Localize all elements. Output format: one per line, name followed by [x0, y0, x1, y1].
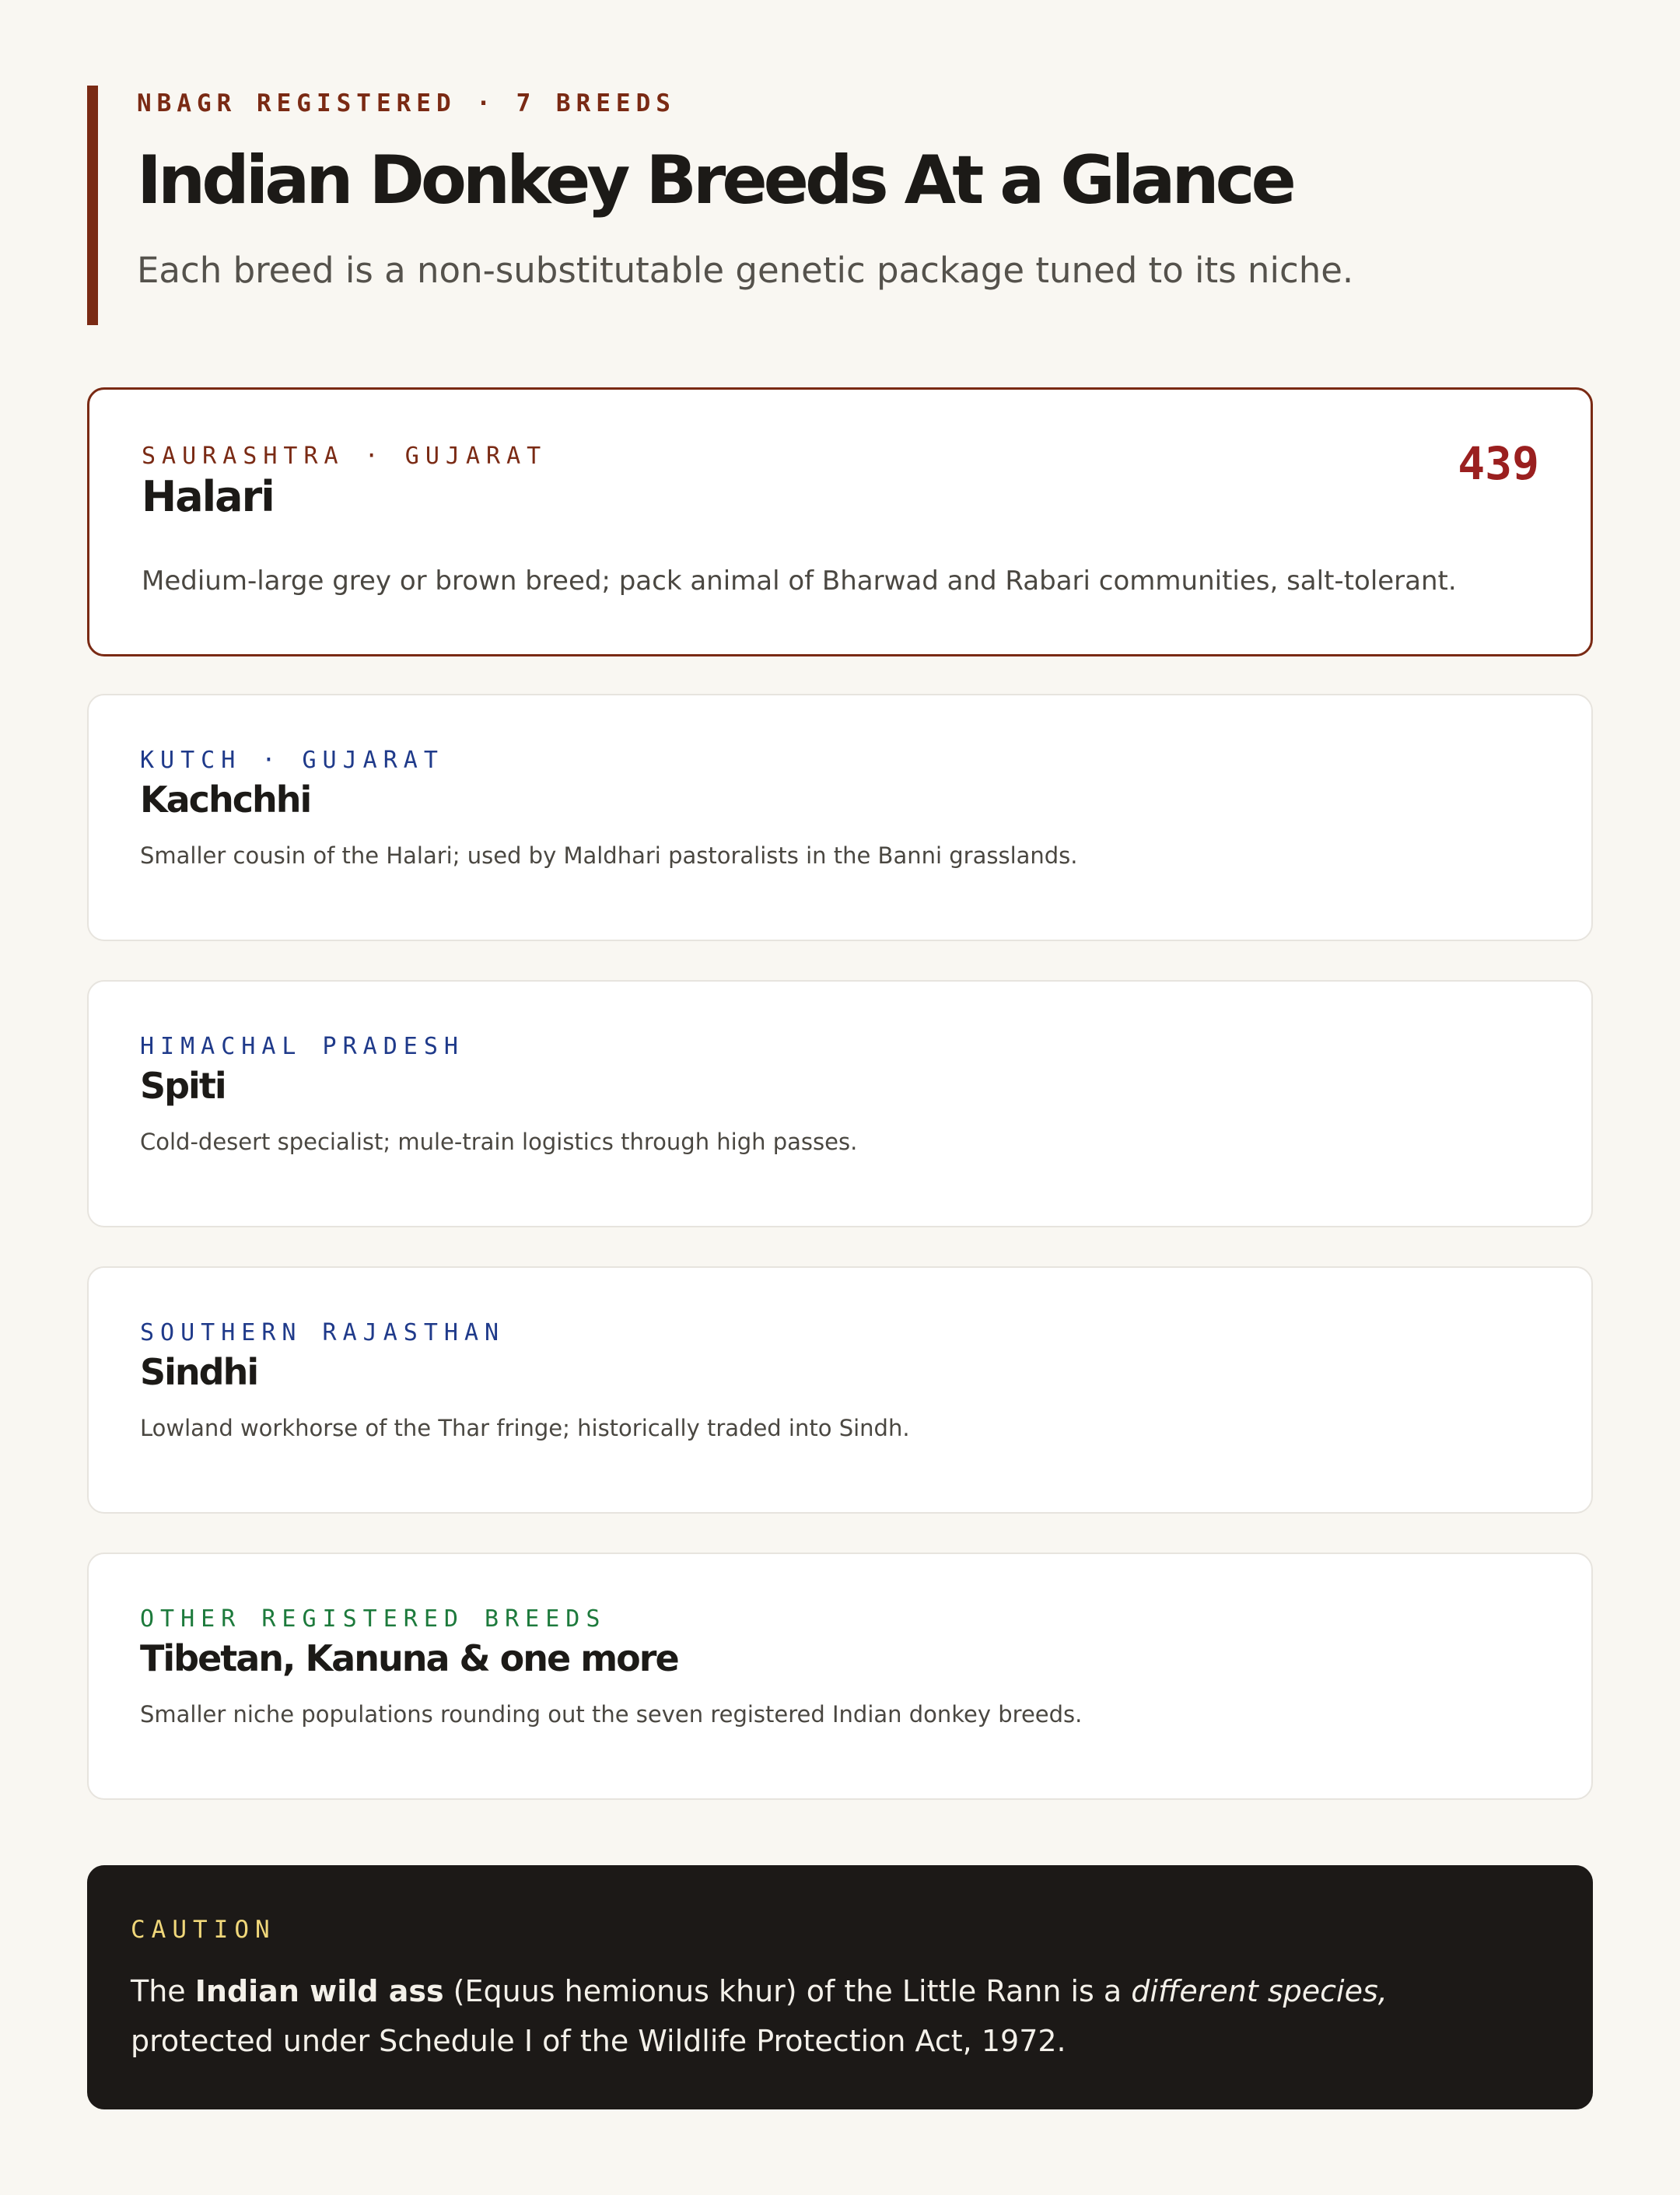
breed-region-label: KUTCH · GUJARAT [140, 747, 444, 774]
breed-card [87, 1553, 1593, 1800]
caution-text-italic: different species, [1131, 1974, 1388, 2008]
breed-description: Lowland workhorse of the Thar fringe; historically traded into Sindh. [140, 1415, 910, 1441]
page-title: Indian Donkey Breeds At a Glance [137, 142, 1293, 219]
breed-description: Cold-desert specialist; mule-train logistics through high passes. [140, 1129, 858, 1155]
caution-box [87, 1865, 1593, 2109]
breed-description: Smaller cousin of the Halari; used by Maldhari pastoralists in the Banni grasslands. [140, 842, 1078, 869]
header-kicker: NBAGR REGISTERED · 7 BREEDS [137, 89, 676, 117]
caution-label: CAUTION [131, 1916, 276, 1944]
breed-name: Tibetan, Kanuna & one more [140, 1637, 678, 1679]
breed-description: Smaller niche populations rounding out the seven registered Indian donkey breeds. [140, 1701, 1083, 1728]
page-subtitle: Each breed is a non-substitutable genetic package tuned to its niche. [137, 250, 1354, 291]
breed-count: 439 [1458, 437, 1539, 490]
caution-text-bold: Indian wild ass [194, 1974, 444, 2008]
breed-card-featured [87, 387, 1593, 656]
breed-name: Halari [142, 472, 274, 521]
breed-region-label: SAURASHTRA · GUJARAT [142, 443, 548, 470]
breed-card [87, 694, 1593, 941]
page-header [87, 86, 1593, 325]
caution-text-part: The [131, 1974, 195, 2008]
page [87, 86, 1593, 2058]
breed-name: Spiti [140, 1065, 226, 1107]
caution-text-part: (Equus hemionus khur) of the Little Rann is a [443, 1974, 1132, 2008]
breed-card [87, 980, 1593, 1227]
caution-text-part: protected under Schedule I of the Wildlife Protection Act, 1972. [131, 2024, 1066, 2058]
caution-text [131, 1966, 1531, 2066]
breed-region-label: SOUTHERN RAJASTHAN [140, 1319, 506, 1346]
breed-card [87, 1266, 1593, 1514]
breed-name: Kachchhi [140, 779, 311, 821]
breed-region-label: OTHER REGISTERED BREEDS [140, 1605, 607, 1633]
header-accent-bar [87, 86, 98, 325]
breed-region-label: HIMACHAL PRADESH [140, 1033, 464, 1060]
breed-name: Sindhi [140, 1351, 258, 1393]
breed-description: Medium-large grey or brown breed; pack animal of Bharwad and Rabari communities, salt-tolerant. [142, 565, 1457, 597]
